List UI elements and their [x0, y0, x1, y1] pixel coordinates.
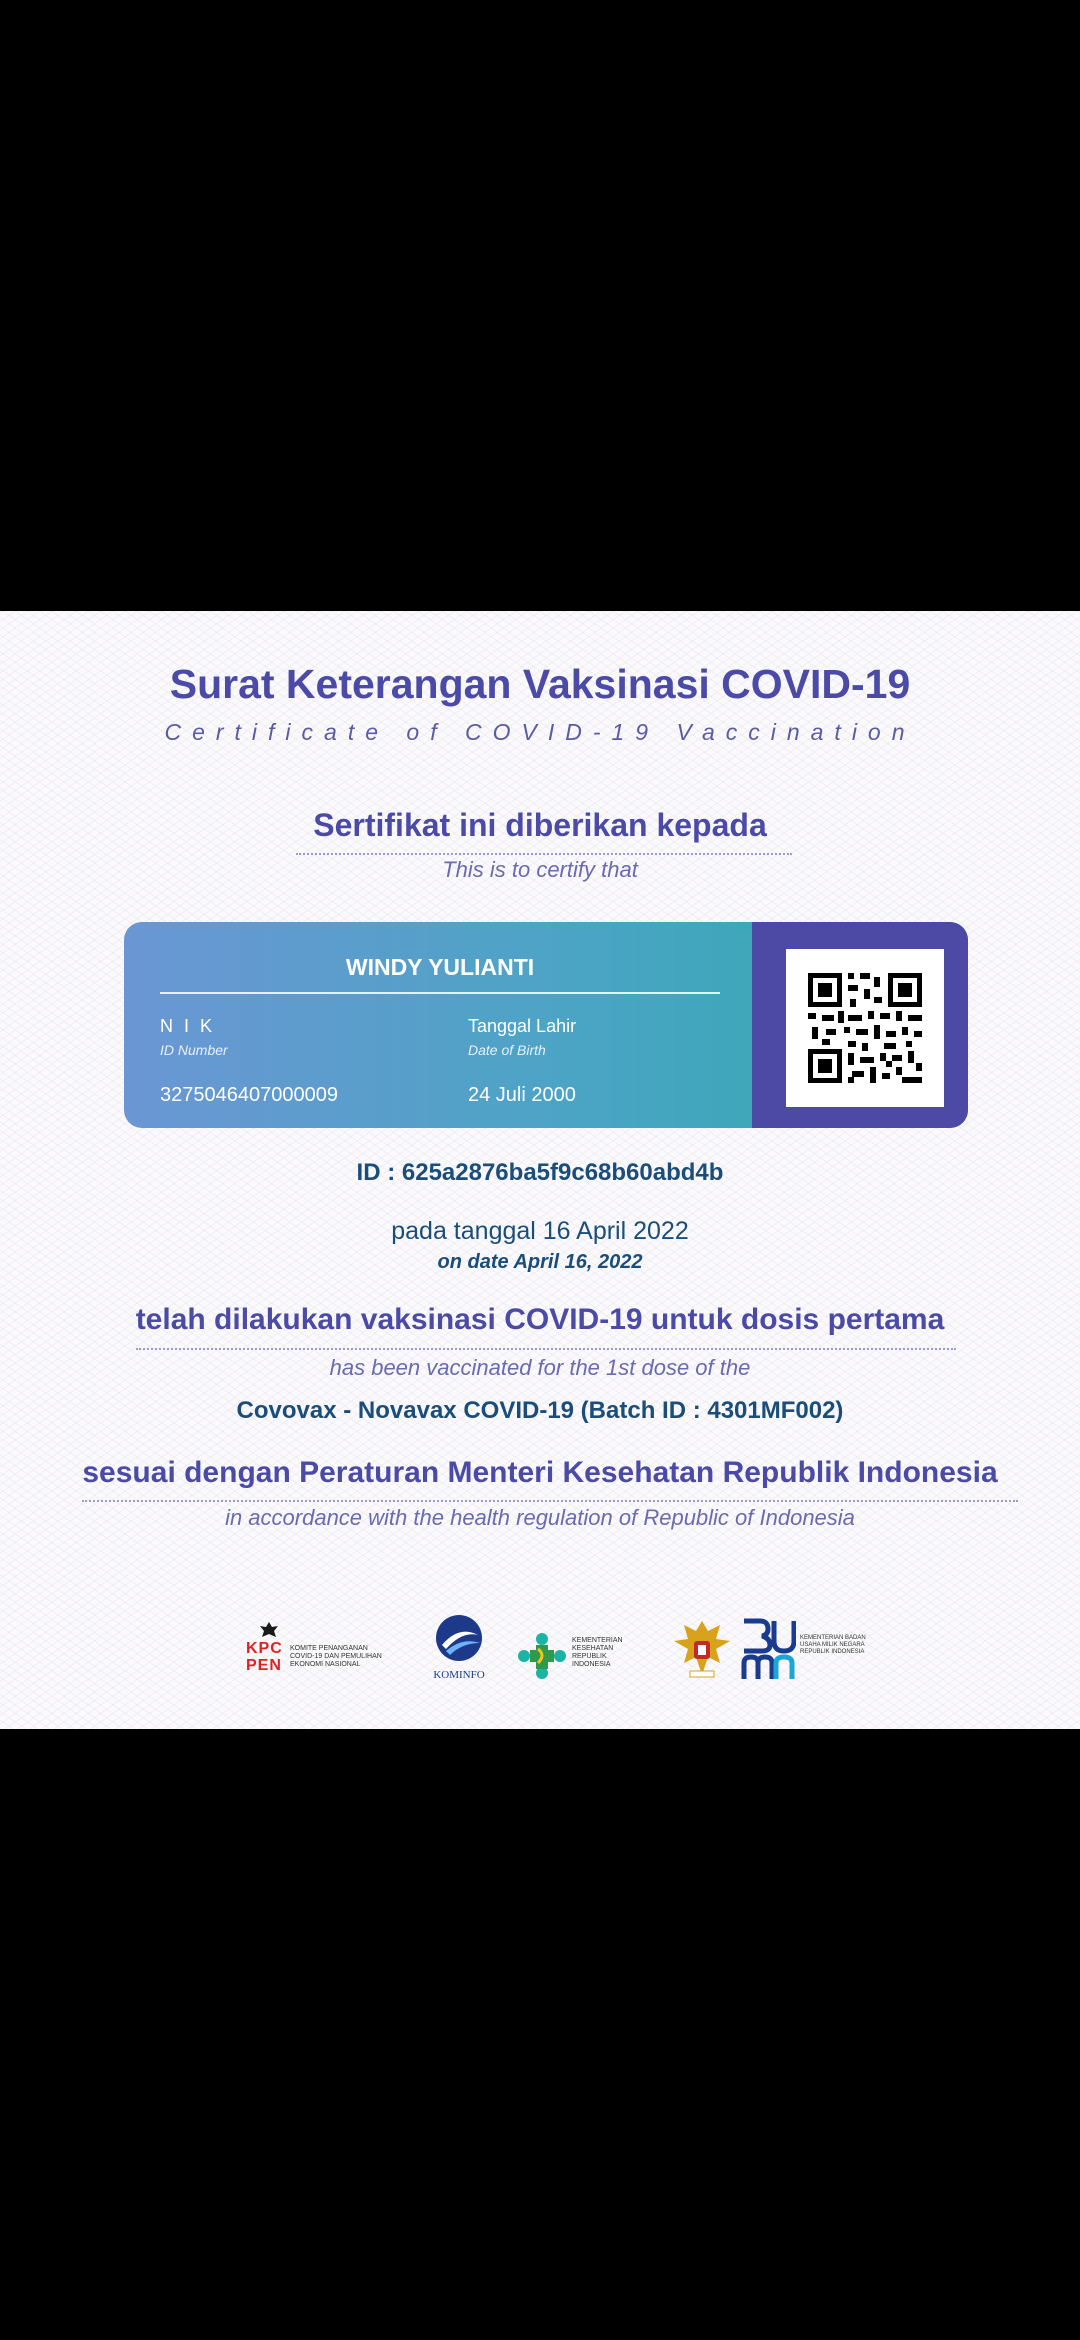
identity-card [124, 922, 968, 1128]
certificate-title: Surat Keterangan Vaksinasi COVID-19 [169, 661, 911, 707]
qr-panel [752, 922, 968, 1128]
divider [160, 992, 720, 994]
nik-label: N I K [160, 1016, 216, 1036]
kemenkes-caption: KEMENTERIAN KESEHATAN REPUBLIK INDONESIA [572, 1637, 623, 1668]
dob-label-en: Date of Birth [468, 1042, 546, 1058]
kemenkes-logo [516, 1631, 628, 1681]
bumn-caption: KEMENTERIAN BADAN USAHA MILIK NEGARA REPUBLIK INDONESIA [800, 1635, 866, 1655]
vaccination-date: pada tanggal 16 April 2022 [391, 1217, 689, 1245]
bumn-logo [740, 1617, 870, 1687]
vaccine-name: Covovax - Novavax COVID-19 (Batch ID : 4301MF002) [236, 1397, 844, 1424]
garuda-icon [258, 1621, 280, 1639]
nik-value: 3275046407000009 [160, 1084, 338, 1106]
kpcpen-logo [246, 1621, 396, 1691]
bumn-icon [740, 1617, 796, 1681]
kominfo-caption: KOMINFO [433, 1669, 485, 1681]
logo-row [0, 1611, 1080, 1701]
certificate-subtitle: Certificate of COVID-19 Vaccination [164, 719, 916, 745]
certify-heading-en: This is to certify that [442, 857, 638, 882]
kpcpen-caption: KOMITE PENANGANAN COVID-19 DAN PEMULIHAN EKONOMI NASIONAL [290, 1645, 382, 1668]
regulation-statement-en: in accordance with the health regulation of Republic of Indonesia [225, 1505, 855, 1530]
vaccination-statement-en: has been vaccinated for the 1st dose of the [329, 1355, 751, 1380]
qr-code[interactable] [786, 949, 944, 1107]
qr-code-icon [786, 949, 944, 1107]
dob-label: Tanggal Lahir [468, 1016, 577, 1036]
kpcpen-mark-bottom: PEN [246, 1657, 282, 1674]
kominfo-logo [424, 1613, 494, 1693]
divider [136, 1348, 956, 1350]
vaccination-certificate [0, 611, 1080, 1729]
divider [296, 853, 792, 855]
garuda-pancasila-logo [670, 1617, 734, 1683]
garuda-pancasila-icon [670, 1617, 734, 1683]
dob-value: 24 Juli 2000 [468, 1084, 576, 1106]
kominfo-icon [432, 1613, 486, 1663]
certificate-id: ID : 625a2876ba5f9c68b60abd4b [356, 1159, 724, 1186]
certify-heading: Sertifikat ini diberikan kepada [313, 807, 767, 843]
vaccination-date-en: on date April 16, 2022 [437, 1251, 643, 1273]
vaccination-statement: telah dilakukan vaksinasi COVID-19 untuk dosis pertama [135, 1303, 945, 1336]
kpcpen-mark-top: KPC [246, 1640, 283, 1657]
divider [82, 1500, 1018, 1502]
kemenkes-icon [516, 1631, 568, 1681]
nik-label-en: ID Number [160, 1042, 228, 1058]
regulation-statement: sesuai dengan Peraturan Menteri Kesehatan Republik Indonesia [82, 1456, 998, 1489]
holder-name: WINDY YULIANTI [345, 954, 535, 980]
